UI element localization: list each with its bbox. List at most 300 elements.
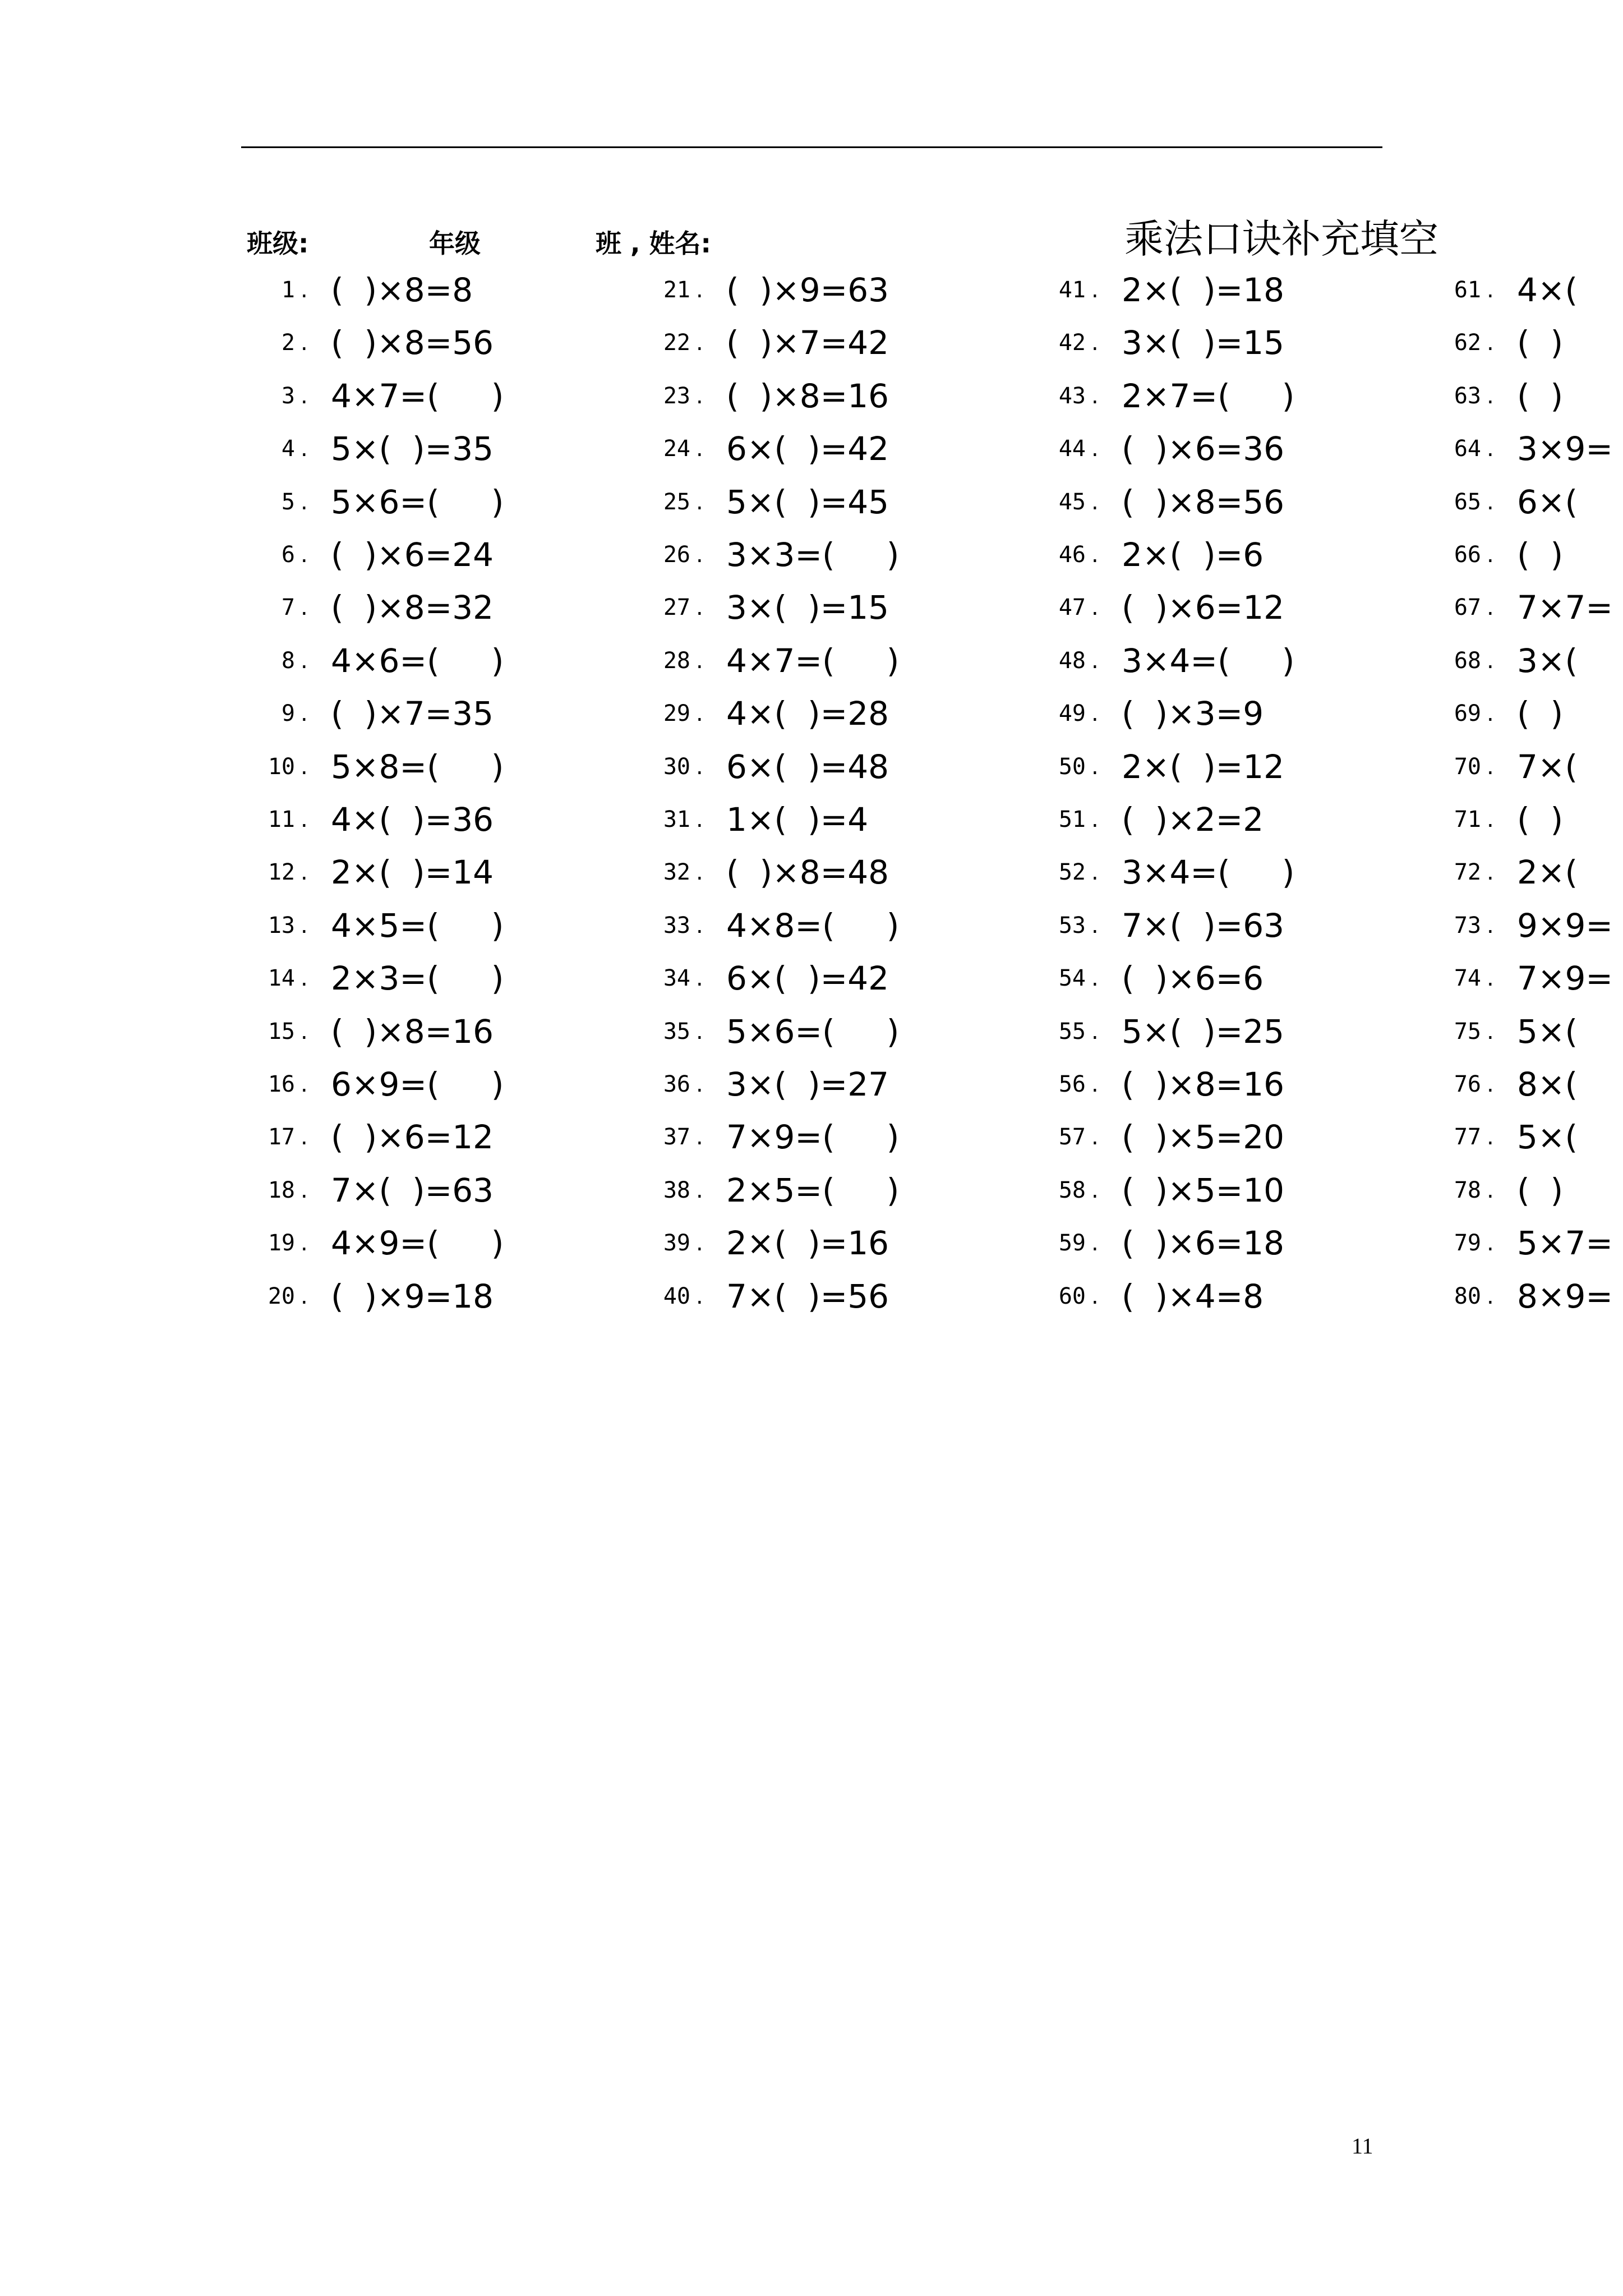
problem-number: 22: [663, 330, 690, 356]
problem-expression: 5×( )=35: [331, 430, 494, 468]
problem-item: [241, 581, 634, 634]
problem-item: [637, 581, 1029, 634]
problem-expression: 3×4=( ): [1122, 853, 1295, 892]
problem-expression: 5×( )=45: [726, 482, 889, 521]
problem-dot: .: [1487, 277, 1494, 303]
problem-number: 64: [1454, 436, 1481, 462]
problem-number: 77: [1454, 1124, 1481, 1151]
problem-number: 21: [663, 277, 690, 303]
problem-item: [1427, 1217, 1623, 1269]
problem-dot: .: [696, 647, 703, 674]
problem-expression: 1×( )=4: [726, 800, 869, 839]
problem-number: 68: [1454, 647, 1481, 674]
problem-dot: .: [1091, 330, 1099, 356]
problem-item: [1032, 1270, 1424, 1323]
problem-expression: 6×(: [1517, 482, 1578, 521]
problem-dot: .: [1091, 753, 1099, 780]
problem-number: 80: [1454, 1283, 1481, 1309]
problem-dot: .: [301, 647, 308, 674]
problem-dot: .: [301, 859, 308, 886]
problem-number: 65: [1454, 489, 1481, 515]
problem-number: 43: [1058, 383, 1086, 409]
problem-item: [1427, 316, 1623, 369]
problem-dot: .: [301, 1283, 308, 1309]
problem-dot: .: [1091, 436, 1099, 462]
problem-item: [241, 1005, 634, 1058]
problem-dot: .: [301, 383, 308, 409]
problem-expression: ( )×8=32: [331, 588, 494, 627]
problem-expression: ( ): [1517, 1171, 1564, 1209]
problem-dot: .: [1487, 807, 1494, 832]
problem-number: 78: [1454, 1177, 1481, 1203]
problem-dot: .: [1487, 1071, 1494, 1097]
problem-number: 40: [663, 1283, 690, 1309]
problem-number: 49: [1058, 701, 1086, 727]
problem-number: 41: [1058, 277, 1086, 303]
problem-number: 51: [1058, 807, 1086, 832]
problem-dot: .: [696, 1283, 703, 1309]
problem-dot: .: [301, 1018, 308, 1045]
problem-dot: .: [696, 1177, 703, 1203]
problem-item: [637, 899, 1029, 952]
problem-item: [241, 740, 634, 793]
problem-dot: .: [301, 912, 308, 938]
problem-number: 13: [268, 912, 295, 938]
problem-item: [1427, 793, 1623, 846]
problem-number: 36: [663, 1071, 690, 1097]
problem-item: [1032, 740, 1424, 793]
problem-number: 66: [1454, 542, 1481, 568]
problem-expression: 8×(: [1517, 1065, 1578, 1103]
problem-dot: .: [1091, 807, 1099, 832]
problem-number: 19: [268, 1230, 295, 1257]
problem-expression: 2×( )=12: [1122, 747, 1285, 786]
problem-dot: .: [301, 330, 308, 356]
problem-dot: .: [1487, 1283, 1494, 1309]
problem-dot: .: [696, 595, 703, 621]
problem-expression: 7×( )=63: [331, 1171, 494, 1209]
problem-item: [1032, 952, 1424, 1005]
problem-number: 38: [663, 1177, 690, 1203]
problem-dot: .: [301, 753, 308, 780]
problem-item: [1427, 687, 1623, 740]
problem-dot: .: [696, 807, 703, 832]
problem-expression: ( )×8=56: [1122, 482, 1285, 521]
problem-dot: .: [1091, 1018, 1099, 1045]
problem-dot: .: [696, 965, 703, 992]
problem-number: 79: [1454, 1230, 1481, 1257]
problem-dot: .: [1487, 1230, 1494, 1257]
problem-item: [1032, 1217, 1424, 1269]
problem-item: [241, 422, 634, 475]
problem-dot: .: [301, 701, 308, 727]
problem-number: 10: [268, 753, 295, 780]
problem-expression: 5×( )=25: [1122, 1012, 1285, 1051]
problem-expression: 6×( )=42: [726, 430, 889, 468]
problem-number: 16: [268, 1071, 295, 1097]
page-number: 11: [1352, 2133, 1373, 2159]
problem-dot: .: [301, 436, 308, 462]
problem-item: [241, 846, 634, 899]
problem-expression: 3×9=: [1517, 430, 1613, 468]
problem-expression: ( )×2=2: [1122, 800, 1264, 839]
problem-dot: .: [696, 753, 703, 780]
problem-dot: .: [1487, 912, 1494, 938]
problem-expression: ( )×7=42: [726, 324, 889, 362]
problem-number: 27: [663, 595, 690, 621]
problem-dot: .: [1091, 647, 1099, 674]
problem-dot: .: [1487, 753, 1494, 780]
problem-number: 34: [663, 965, 690, 992]
problem-expression: 2×7=( ): [1122, 376, 1295, 415]
problem-expression: 5×(: [1517, 1118, 1578, 1157]
problem-number: 53: [1058, 912, 1086, 938]
problem-number: 15: [268, 1018, 295, 1045]
problem-dot: .: [1487, 1177, 1494, 1203]
problem-expression: 3×( )=15: [1122, 324, 1285, 362]
problem-dot: .: [696, 859, 703, 886]
problem-item: [637, 422, 1029, 475]
problem-number: 9: [281, 701, 295, 727]
problem-number: 32: [663, 859, 690, 886]
problem-item: [1032, 264, 1424, 316]
problem-dot: .: [1487, 436, 1494, 462]
problem-number: 5: [281, 489, 295, 515]
problem-number: 55: [1058, 1018, 1086, 1045]
problem-number: 67: [1454, 595, 1481, 621]
problem-dot: .: [696, 1018, 703, 1045]
problem-number: 47: [1058, 595, 1086, 621]
problem-number: 30: [663, 753, 690, 780]
problem-expression: 7×( )=63: [1122, 906, 1285, 945]
problem-dot: .: [1487, 1018, 1494, 1045]
problem-number: 56: [1058, 1071, 1086, 1097]
problem-number: 57: [1058, 1124, 1086, 1151]
problem-item: [241, 793, 634, 846]
problem-expression: 4×( )=28: [726, 694, 889, 733]
problem-expression: 4×7=( ): [331, 376, 504, 415]
problem-item: [241, 1270, 634, 1323]
problem-number: 37: [663, 1124, 690, 1151]
problem-number: 14: [268, 965, 295, 992]
problem-number: 54: [1058, 965, 1086, 992]
problem-number: 1: [281, 277, 295, 303]
problem-expression: ( )×8=16: [1122, 1065, 1285, 1103]
problem-item: [1427, 1164, 1623, 1217]
problem-expression: 6×9=( ): [331, 1065, 504, 1103]
problem-dot: .: [696, 912, 703, 938]
problem-expression: 3×3=( ): [726, 536, 900, 574]
problem-expression: ( )×6=24: [331, 536, 494, 574]
problem-item: [1427, 581, 1623, 634]
problem-item: [1427, 528, 1623, 581]
problem-item: [241, 476, 634, 528]
problem-item: [1032, 422, 1424, 475]
problem-item: [637, 1005, 1029, 1058]
problem-dot: .: [1487, 595, 1494, 621]
problem-expression: 2×5=( ): [726, 1171, 900, 1209]
problem-number: 26: [663, 542, 690, 568]
problem-expression: 3×( )=15: [726, 588, 889, 627]
problem-number: 62: [1454, 330, 1481, 356]
problem-expression: ( ): [1517, 376, 1564, 415]
problem-item: [1032, 476, 1424, 528]
problem-dot: .: [301, 1071, 308, 1097]
problem-dot: .: [1487, 701, 1494, 727]
problem-item: [1427, 422, 1623, 475]
problem-expression: 5×(: [1517, 1012, 1578, 1051]
problem-expression: ( ): [1517, 324, 1564, 362]
problem-expression: 7×7=: [1517, 588, 1613, 627]
problem-dot: .: [301, 595, 308, 621]
problem-item: [1427, 634, 1623, 687]
problem-item: [1427, 846, 1623, 899]
problem-item: [1427, 1005, 1623, 1058]
problem-dot: .: [696, 436, 703, 462]
problem-dot: .: [301, 542, 308, 568]
problem-item: [241, 634, 634, 687]
problem-expression: ( )×8=16: [331, 1012, 494, 1051]
problem-dot: .: [301, 1124, 308, 1151]
problem-number: 11: [268, 807, 295, 832]
problem-number: 73: [1454, 912, 1481, 938]
problem-item: [1032, 634, 1424, 687]
problem-expression: ( )×6=12: [1122, 588, 1285, 627]
problem-dot: .: [1091, 1230, 1099, 1257]
problem-dot: .: [696, 330, 703, 356]
problem-dot: .: [1091, 542, 1099, 568]
problem-dot: .: [1091, 595, 1099, 621]
problem-item: [1032, 1111, 1424, 1163]
problem-number: 8: [281, 647, 295, 674]
problem-item: [637, 1164, 1029, 1217]
problem-expression: ( )×8=56: [331, 324, 494, 362]
problem-expression: ( )×8=8: [331, 271, 473, 309]
problem-item: [1032, 793, 1424, 846]
problem-number: 61: [1454, 277, 1481, 303]
problem-expression: 3×(: [1517, 641, 1578, 680]
problem-item: [1032, 846, 1424, 899]
problem-number: 50: [1058, 753, 1086, 780]
problem-number: 33: [663, 912, 690, 938]
problem-dot: .: [1091, 965, 1099, 992]
problem-dot: .: [1091, 859, 1099, 886]
problem-expression: ( ): [1517, 536, 1564, 574]
problem-expression: ( ): [1517, 800, 1564, 839]
problem-expression: ( )×6=36: [1122, 430, 1285, 468]
problem-dot: .: [1487, 489, 1494, 515]
problem-dot: .: [696, 1230, 703, 1257]
problem-expression: 6×( )=48: [726, 747, 889, 786]
problem-item: [1032, 1058, 1424, 1111]
problem-item: [241, 899, 634, 952]
problem-number: 75: [1454, 1018, 1481, 1045]
problem-expression: 2×( )=18: [1122, 271, 1285, 309]
problem-item: [637, 952, 1029, 1005]
problem-item: [1427, 740, 1623, 793]
problem-dot: .: [1091, 489, 1099, 515]
problem-item: [637, 528, 1029, 581]
worksheet-title: 乘法口诀补充填空: [1124, 216, 1438, 262]
problem-item: [637, 740, 1029, 793]
problem-number: 58: [1058, 1177, 1086, 1203]
problem-number: 4: [281, 436, 295, 462]
problem-dot: .: [1487, 859, 1494, 886]
problem-dot: .: [1091, 701, 1099, 727]
problem-number: 25: [663, 489, 690, 515]
problem-dot: .: [1091, 912, 1099, 938]
problem-expression: ( )×6=6: [1122, 959, 1264, 998]
problem-expression: 3×( )=27: [726, 1065, 889, 1103]
problem-number: 23: [663, 383, 690, 409]
problem-expression: 7×(: [1517, 747, 1578, 786]
problem-number: 24: [663, 436, 690, 462]
problem-item: [1427, 370, 1623, 422]
problem-number: 20: [268, 1283, 295, 1309]
problem-expression: ( )×6=12: [331, 1118, 494, 1157]
problem-expression: 2×( )=6: [1122, 536, 1264, 574]
problem-item: [1427, 1111, 1623, 1163]
problem-number: 46: [1058, 542, 1086, 568]
problem-expression: 4×( )=36: [331, 800, 494, 839]
problem-dot: .: [1487, 383, 1494, 409]
problem-number: 6: [281, 542, 295, 568]
problem-dot: .: [301, 489, 308, 515]
problem-expression: 4×6=( ): [331, 641, 504, 680]
problem-item: [637, 476, 1029, 528]
problem-dot: .: [696, 1124, 703, 1151]
problem-item: [637, 793, 1029, 846]
problem-expression: ( )×3=9: [1122, 694, 1264, 733]
problem-dot: .: [1487, 542, 1494, 568]
problem-item: [241, 264, 634, 316]
problem-dot: .: [301, 965, 308, 992]
problem-item: [637, 316, 1029, 369]
problem-dot: .: [1091, 383, 1099, 409]
problem-item: [1032, 316, 1424, 369]
problem-item: [1032, 1005, 1424, 1058]
problem-dot: .: [696, 1071, 703, 1097]
problem-expression: 4×9=( ): [331, 1224, 504, 1263]
problem-number: 18: [268, 1177, 295, 1203]
problem-number: 71: [1454, 807, 1481, 832]
problem-expression: ( )×7=35: [331, 694, 494, 733]
problem-expression: 4×8=( ): [726, 906, 900, 945]
problem-number: 69: [1454, 701, 1481, 727]
problem-number: 42: [1058, 330, 1086, 356]
problem-dot: .: [1091, 1177, 1099, 1203]
problem-expression: ( )×9=18: [331, 1277, 494, 1315]
grade-label: 年级: [429, 228, 481, 259]
problem-item: [241, 952, 634, 1005]
problem-item: [637, 687, 1029, 740]
problem-number: 39: [663, 1230, 690, 1257]
problem-dot: .: [1487, 647, 1494, 674]
problem-expression: 4×7=( ): [726, 641, 900, 680]
problem-dot: .: [696, 489, 703, 515]
problem-expression: 2×( )=14: [331, 853, 494, 892]
problem-number: 70: [1454, 753, 1481, 780]
problem-item: [1032, 899, 1424, 952]
problem-number: 72: [1454, 859, 1481, 886]
problem-item: [1427, 264, 1623, 316]
problem-item: [637, 1270, 1029, 1323]
problem-expression: ( )×6=18: [1122, 1224, 1285, 1263]
problem-item: [241, 1111, 634, 1163]
header-rule: [241, 146, 1382, 148]
problem-number: 76: [1454, 1071, 1481, 1097]
problem-expression: 7×9=( ): [726, 1118, 900, 1157]
problem-dot: .: [696, 277, 703, 303]
class-label: 班级:: [247, 228, 309, 259]
problem-dot: .: [1487, 1124, 1494, 1151]
problem-number: 45: [1058, 489, 1086, 515]
problem-expression: ( )×4=8: [1122, 1277, 1264, 1315]
problem-dot: .: [301, 277, 308, 303]
problem-item: [241, 1058, 634, 1111]
problem-expression: 3×4=( ): [1122, 641, 1295, 680]
problem-expression: 6×( )=42: [726, 959, 889, 998]
problem-item: [1427, 899, 1623, 952]
class-name-label: 班 , 姓名:: [596, 228, 711, 259]
problem-item: [637, 634, 1029, 687]
problem-item: [1032, 581, 1424, 634]
problem-dot: .: [301, 1177, 308, 1203]
problem-number: 48: [1058, 647, 1086, 674]
problem-number: 74: [1454, 965, 1481, 992]
problem-expression: ( )×9=63: [726, 271, 889, 309]
problem-expression: 2×3=( ): [331, 959, 504, 998]
problem-number: 2: [281, 330, 295, 356]
problem-number: 35: [663, 1018, 690, 1045]
problem-expression: 9×9=: [1517, 906, 1613, 945]
problem-expression: 5×7=: [1517, 1224, 1613, 1263]
problem-dot: .: [696, 701, 703, 727]
problem-item: [241, 1217, 634, 1269]
problem-dot: .: [1091, 1283, 1099, 1309]
problem-item: [241, 316, 634, 369]
problem-item: [1032, 1164, 1424, 1217]
problem-number: 31: [663, 807, 690, 832]
problem-number: 3: [281, 383, 295, 409]
problem-number: 63: [1454, 383, 1481, 409]
problem-item: [241, 370, 634, 422]
problem-number: 28: [663, 647, 690, 674]
problem-number: 7: [281, 595, 295, 621]
problem-expression: ( )×8=16: [726, 376, 889, 415]
problem-number: 44: [1058, 436, 1086, 462]
problem-item: [637, 370, 1029, 422]
problem-item: [637, 1111, 1029, 1163]
problem-number: 12: [268, 859, 295, 886]
problem-dot: .: [1487, 330, 1494, 356]
problem-item: [637, 264, 1029, 316]
problem-expression: ( )×5=10: [1122, 1171, 1285, 1209]
problem-item: [1427, 1270, 1623, 1323]
problem-item: [637, 1217, 1029, 1269]
problem-item: [1427, 1058, 1623, 1111]
problem-dot: .: [1091, 277, 1099, 303]
problem-expression: 4×5=( ): [331, 906, 504, 945]
problem-item: [1032, 687, 1424, 740]
problem-expression: 8×9=: [1517, 1277, 1613, 1315]
problem-item: [241, 1164, 634, 1217]
problem-number: 17: [268, 1124, 295, 1151]
problem-item: [1427, 952, 1623, 1005]
problem-dot: .: [1091, 1071, 1099, 1097]
problem-item: [241, 528, 634, 581]
problem-number: 52: [1058, 859, 1086, 886]
